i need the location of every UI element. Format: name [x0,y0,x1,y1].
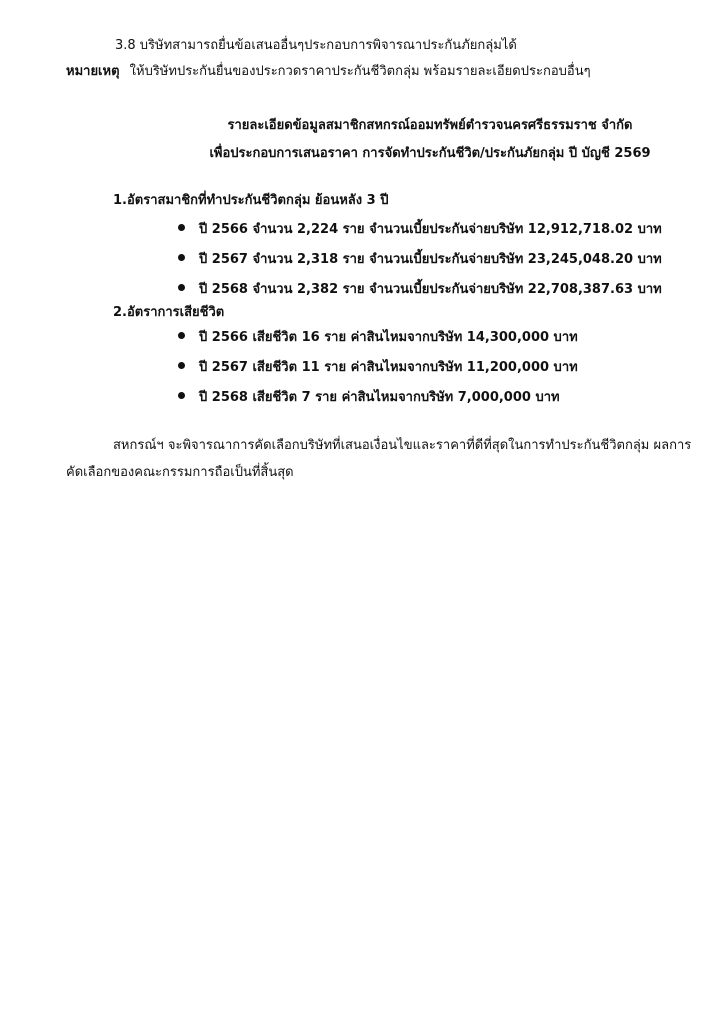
bullet-icon [178,392,185,399]
closing-line-2: คัดเลือกของคณะกรรมการถือเป็นที่สิ้นสุด [66,465,294,480]
note-text: ให้บริษัทประกันยื่นของประกวดราคาประกันชีวิตกลุ่ม พร้อมรายละเอียดประกอบอื่นๆ [129,64,591,79]
bullet-icon [178,224,185,231]
list-item-text: ปี 2567 เสียชีวิต 11 ราย ค่าสินไหมจากบริษัท 11,200,000 บาท [199,360,578,375]
bullet-icon [178,254,185,261]
heading-line-2: เพื่อประกอบการเสนอราคา การจัดทำประกันชีวิต/ประกันภัยกลุ่ม ปี บัญชี 2569 [209,146,651,161]
bullet-icon [178,362,185,369]
list-item [178,389,560,407]
section2-title: 2.อัตราการเสียชีวิต [113,305,225,320]
list-item-text: ปี 2568 เสียชีวิต 7 ราย ค่าสินไหมจากบริษัท 7,000,000 บาท [199,390,560,405]
list-item [178,329,578,347]
list-item-text: ปี 2568 จำนวน 2,382 ราย จำนวนเบี้ยประกันจ่ายบริษัท 22,708,387.63 บาท [199,282,662,297]
list-item [178,359,578,377]
bullet-icon [178,332,185,339]
note-label: หมายเหตุ [66,64,120,79]
note-line [66,63,591,81]
list-item [178,251,662,269]
heading-line-1: รายละเอียดข้อมูลสมาชิกสหกรณ์ออมทรัพย์ตำรวจนครศรีธรรมราช จำกัด [227,118,633,133]
list-item [178,281,662,299]
list-item-text: ปี 2566 จำนวน 2,224 ราย จำนวนเบี้ยประกันจ่ายบริษัท 12,912,718.02 บาท [199,222,662,237]
clause-3-8: 3.8 บริษัทสามารถยื่นข้อเสนออื่นๆประกอบการพิจารณาประกันภัยกลุ่มได้ [115,38,517,53]
list-item [178,221,662,239]
bullet-icon [178,284,185,291]
list-item-text: ปี 2566 เสียชีวิต 16 ราย ค่าสินไหมจากบริษัท 14,300,000 บาท [199,330,578,345]
list-item-text: ปี 2567 จำนวน 2,318 ราย จำนวนเบี้ยประกันจ่ายบริษัท 23,245,048.20 บาท [199,252,662,267]
closing-line-1: สหกรณ์ฯ จะพิจารณาการคัดเลือกบริษัทที่เสนอเงื่อนไขและราคาที่ดีที่สุดในการทำประกันชีวิตกลุ่ม ผลการ [113,438,692,453]
section1-title: 1.อัตราสมาชิกที่ทำประกันชีวิตกลุ่ม ย้อนหลัง 3 ปี [113,193,389,208]
